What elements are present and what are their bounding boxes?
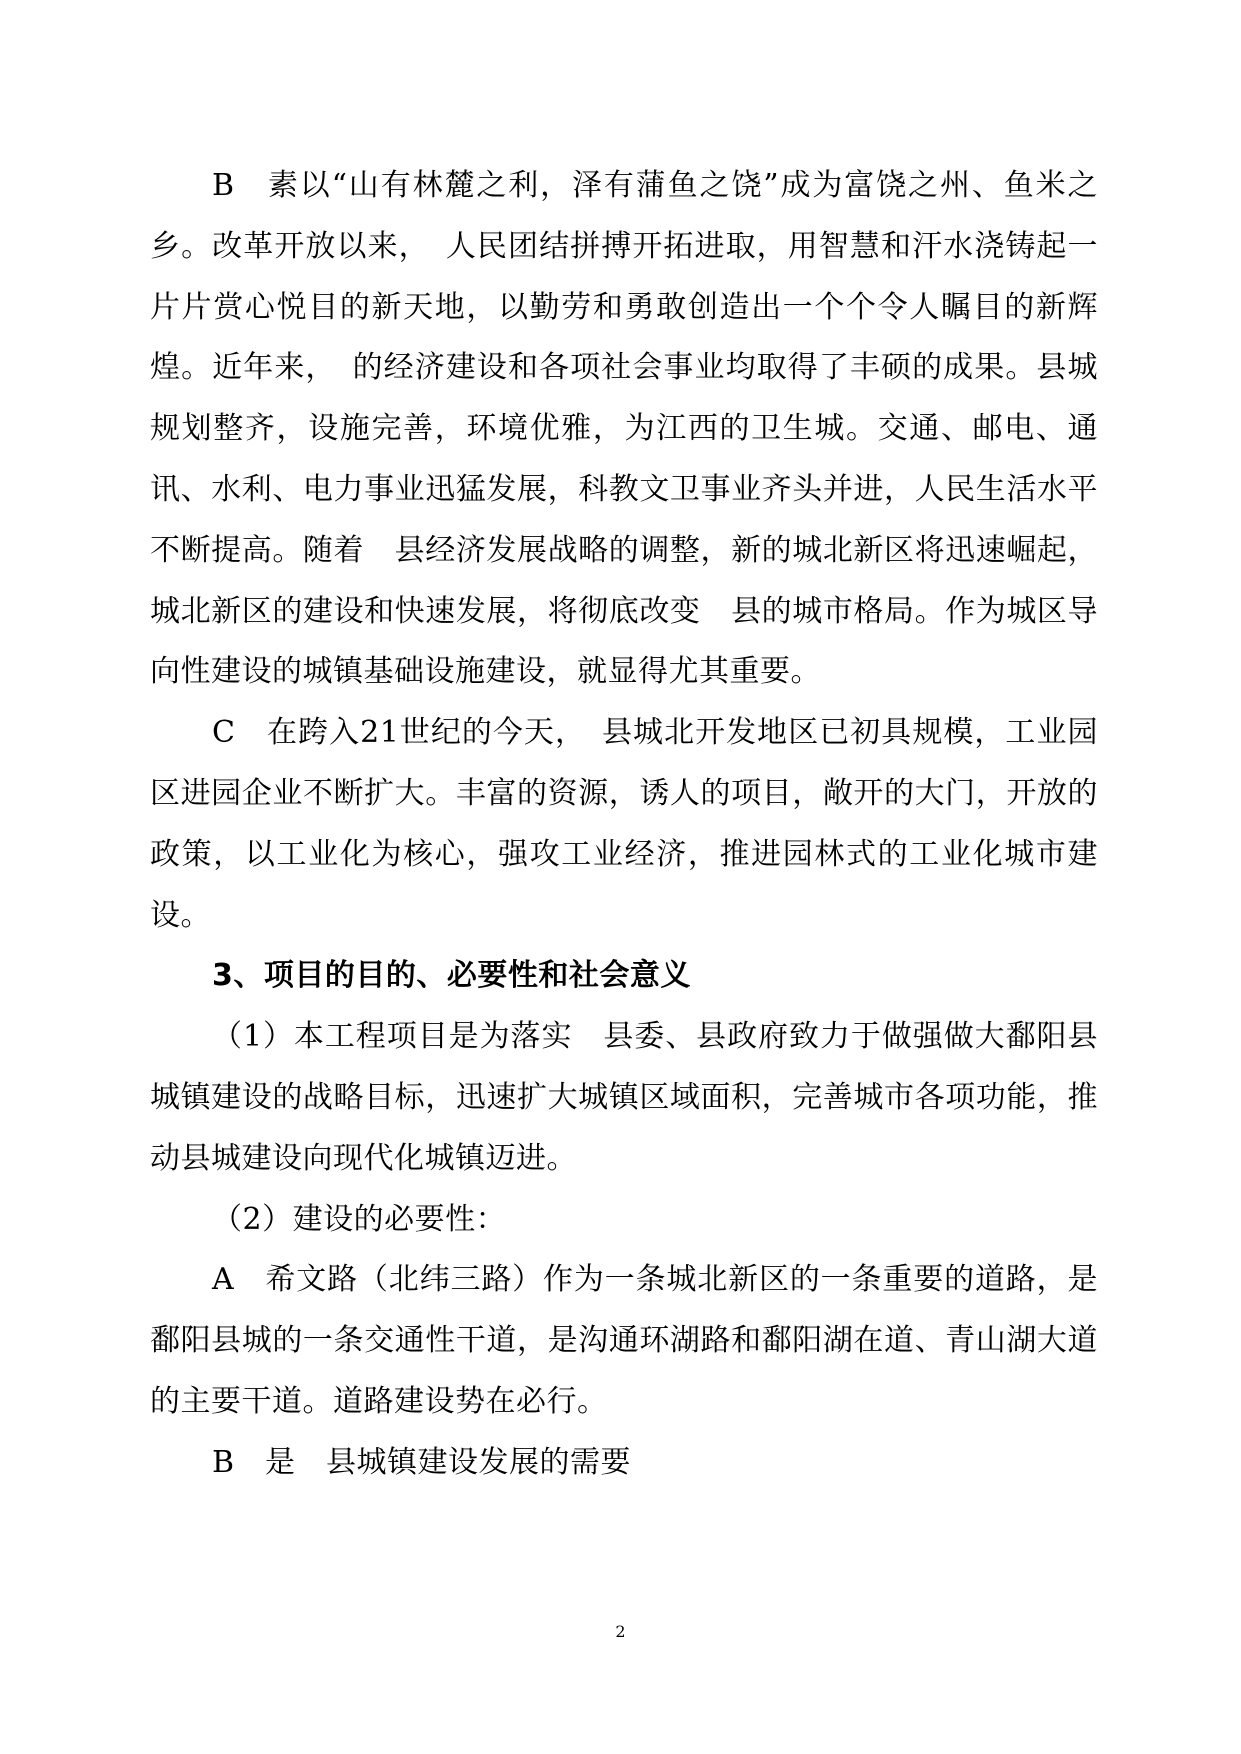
paragraph-necessity-b: B 是 县城镇建设发展的需要 xyxy=(212,1444,632,1480)
paragraph-project-purpose: （1）本工程项目是为落实 县委、县政府致力于做强做大鄱阳县城镇建设的战略目标，迅速扩大城镇区域面积，完善城市各项功能，推动县城建设向现代化城镇迈进。 xyxy=(150,1019,1098,1176)
page-content xyxy=(150,156,1098,1494)
section-heading: 3、项目的目的、必要性和社会意义 xyxy=(212,958,691,994)
paragraph-necessity-a: A 希文路（北纬三路）作为一条城北新区的一条重要的道路，是鄱阳县城的一条交通性干道，是沟通环湖路和鄱阳湖在道、青山湖大道的主要干道。道路建设势在必行。 xyxy=(150,1262,1098,1419)
paragraph-c-development: C 在跨入21世纪的今天， 县城北开发地区已初具规模，工业园区进园企业不断扩大。丰富的资源，诱人的项目，敞开的大门，开放的政策，以工业化为核心，强攻工业经济，推进园林式的工业化城市建设。 xyxy=(150,715,1098,933)
page-number: 2 xyxy=(615,1622,626,1641)
paragraph-b-background: B 素以“山有林麓之利，泽有蒲鱼之饶”成为富饶之州、鱼米之乡。改革开放以来， 人民团结拼搏开拓进取，用智慧和汗水浇铸起一片片赏心悦目的新天地，以勤劳和勇敢创造出一个个令人瞩目的新辉煌。近年来， 的经济建设和各项社会事业均取得了丰硕的成果。县城规划整齐，设施完善，环境优雅，为江西的卫生城。交通、邮电、通讯、水利、电力事业迅猛发展，科教文卫事业齐头并进，人民生活水平不断提高。随着 县经济发展战略的调整，新的城北新区将迅速崛起，城北新区的建设和快速发展，将彻底改变 县的城市格局。作为城区导向性建设的城镇基础设施建设，就显得尤其重要。 xyxy=(150,168,1098,690)
paragraph-necessity-label: （2）建设的必要性： xyxy=(212,1201,507,1237)
